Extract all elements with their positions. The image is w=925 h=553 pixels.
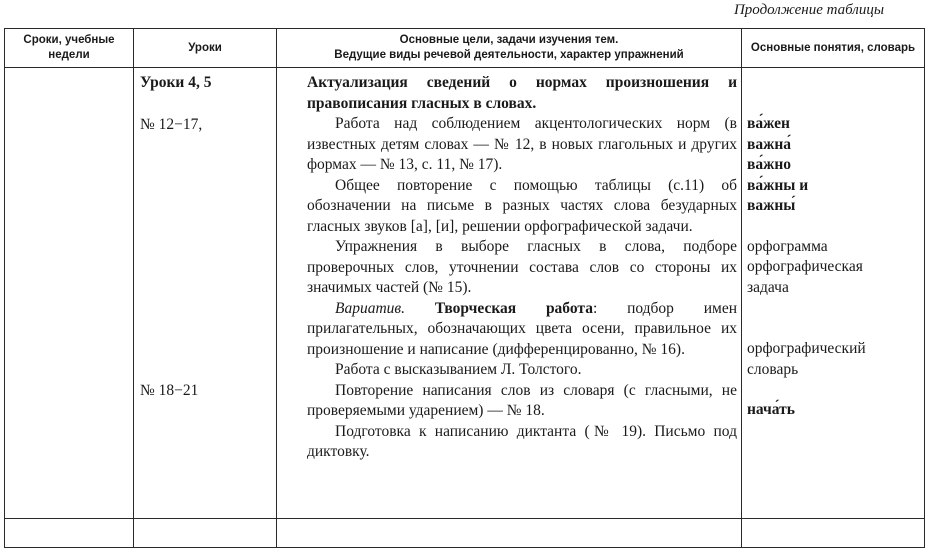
lessons-cell xyxy=(134,68,277,519)
vocab-word: ва́жно xyxy=(747,156,792,173)
weeks-cell xyxy=(5,68,134,519)
continued-label: Продолжение таблицы xyxy=(733,2,884,18)
curriculum-table xyxy=(4,28,925,548)
table-header-row xyxy=(5,29,925,68)
goals-paragraph-variative xyxy=(307,299,737,361)
empty-cell xyxy=(134,519,277,548)
goals-heading: Актуализация сведений о нормах произношения и правописания гласных в словах. xyxy=(307,74,737,112)
goals-paragraph: Работа с высказыванием Л. Толстого. xyxy=(335,361,582,378)
header-weeks: Сроки, учебные недели xyxy=(5,29,134,68)
vocab-spacer xyxy=(747,94,920,115)
header-vocab: Основные понятия, словарь xyxy=(742,29,925,68)
lessons-title: Уроки 4, 5 xyxy=(140,74,212,91)
vocab-word: ва́жен xyxy=(747,115,790,132)
vocab-term: орфографический xyxy=(747,340,866,357)
table-row xyxy=(5,68,925,519)
empty-cell xyxy=(5,519,134,548)
lessons-spacer xyxy=(140,135,270,381)
vocab-term: задача xyxy=(747,278,789,296)
vocab-term: орфограмма xyxy=(747,237,828,255)
lessons-group-2: № 18−21 xyxy=(140,382,199,399)
goals-cell xyxy=(277,68,742,519)
lessons-group-1: № 12−17, xyxy=(140,115,203,133)
header-goals xyxy=(277,29,742,68)
vocab-spacer xyxy=(747,73,920,94)
goals-paragraph: Подготовка к написанию диктанта (№ 19). Письмо под диктовку. xyxy=(307,422,737,460)
vocab-term: орфографическая xyxy=(747,258,863,275)
empty-cell xyxy=(742,519,925,548)
goals-paragraph: Общее повторение с помощью таблицы (с.11) об обозначении на письме в разных частях слова безударных гласных звуков [а], [и], решении орфографической задачи. xyxy=(307,176,737,235)
vocab-term: словарь xyxy=(747,360,799,378)
empty-cell xyxy=(277,519,742,548)
vocab-word: важны́ xyxy=(747,197,796,214)
vocab-spacer xyxy=(747,380,920,400)
goals-paragraph: Упражнения в выборе гласных в слова, подборе проверочных слов, уточнении состава слов со стороны их значимых частей (№ 15). xyxy=(307,238,737,296)
vocab-cell xyxy=(742,68,925,519)
vocab-spacer xyxy=(747,217,920,237)
variative-label: Вариатив. xyxy=(335,299,406,317)
vocab-word: важна́ xyxy=(747,135,792,153)
table-row-continuation xyxy=(5,519,925,548)
header-goals-line1: Основные цели, задачи изучения тем. xyxy=(399,34,619,46)
header-goals-line2: Ведущие виды речевой деятельности, характер упражнений xyxy=(334,49,684,61)
goals-paragraph: Работа над соблюдением акцентологических норм (в известных детям словах — № 12, в новых глагольных и других формах — № 13, с. 11, № 17). xyxy=(307,115,737,173)
goals-paragraph: Повторение написания слов из словаря (с гласными, не проверяемыми ударением) — № 18. xyxy=(307,381,737,419)
header-lessons: Уроки xyxy=(134,29,277,68)
vocab-word: ва́жны и xyxy=(747,176,809,194)
vocab-word: нача́ть xyxy=(747,401,795,418)
creative-work-label: Творческая работа xyxy=(434,299,593,317)
variative-text: : подбор имен прилагательных, обозначающих цвета осени, правильное их произношение и написание (дифференцированно, № 16). xyxy=(307,299,738,358)
vocab-spacer xyxy=(747,298,920,339)
